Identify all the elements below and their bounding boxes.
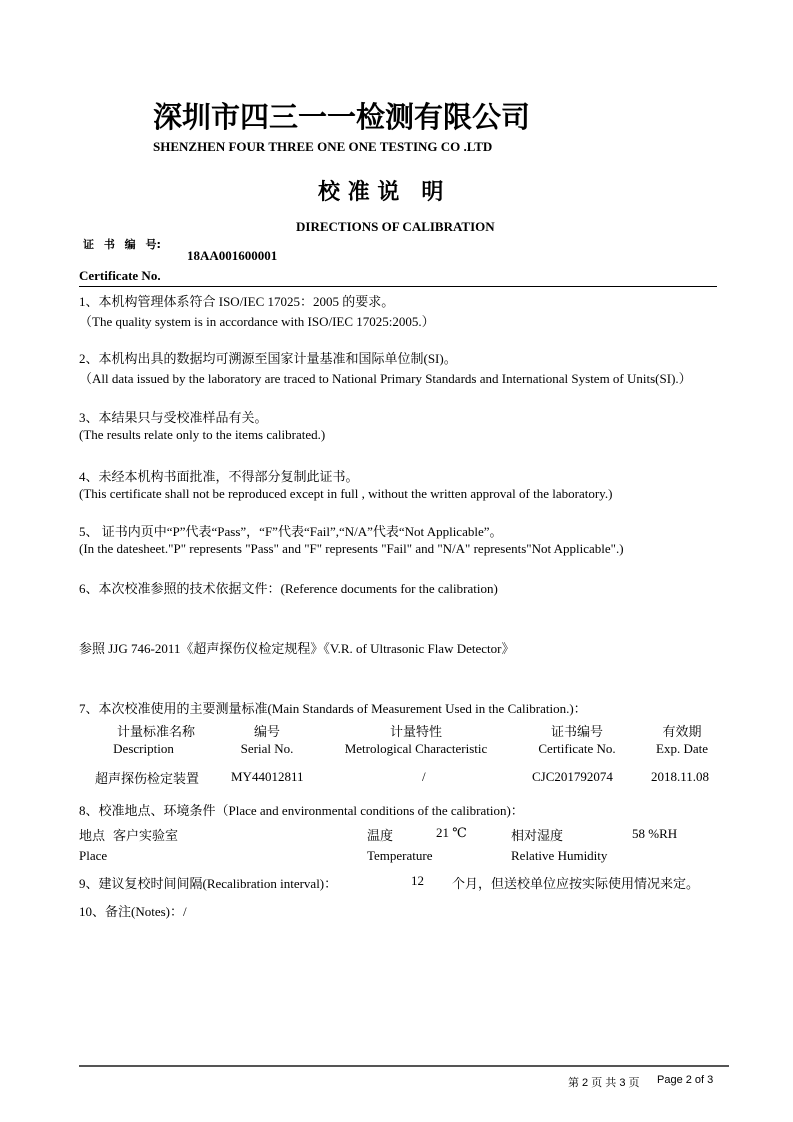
certificate-label-cn: 证 书 编 号: [83,238,161,251]
recalibration-interval-suffix: 个月，但送校单位应按实际使用情况来定。 [452,876,700,891]
place-label-en: Place [79,848,108,863]
item-7-heading: 7、本次校准使用的主要测量标准(Main Standards of Measurement Used in the Calibration.)： [79,701,587,716]
item-2-cn: 2、本机构出具的数据均可溯源至国家计量基准和国际单位制(SI)。 [79,351,457,366]
item-3-cn: 3、本结果只与受校准样品有关。 [79,410,268,425]
col-characteristic-cn: 计量特性 [389,724,442,739]
item-1-en: （The quality system is in accordance with ISO/IEC 17025:2005.） [79,314,435,329]
temperature-label-cn: 温度 [367,828,394,843]
document-title-en: DIRECTIONS OF CALIBRATION [296,219,495,234]
item-10-notes: 10、备注(Notes)：/ [79,904,187,919]
item-9-label: 9、建议复校时间间隔(Recalibration interval)： [79,876,338,891]
col-expdate-en: Exp. Date [656,741,708,756]
page-number-cn: 第 2 页 共 3 页 [568,1077,640,1089]
item-5-en: (In the datesheet."P" represents "Pass" and "F" represents "Fail" and "N/A" represents"Not Applicable".) [79,541,624,556]
col-characteristic-en: Metrological Characteristic [344,741,488,756]
item-5-cn: 5、 证书内页中“P”代表“Pass”，“F”代表“Fail”,“N/A”代表“Not Applicable”。 [79,524,503,539]
recalibration-interval-value: 12 [411,873,424,888]
col-serial-en: Serial No. [240,741,294,756]
company-name-cn: 深圳市四三一一检测有限公司 [153,100,531,134]
item-3-en: (The results relate only to the items calibrated.) [79,427,326,442]
temperature-label-en: Temperature [367,848,433,863]
certificate-number: 18AA001600001 [187,248,278,263]
row-description: 超声探伤检定装置 [95,771,200,786]
item-2-en: （All data issued by the laboratory are traced to National Primary Standards and International System of Units(SI).） [79,371,692,386]
row-certificate: CJC201792074 [532,769,613,784]
item-6-heading: 6、本次校准参照的技术依据文件：(Reference documents for the calibration) [79,581,498,596]
item-1-cn: 1、本机构管理体系符合 ISO/IEC 17025：2005 的要求。 [79,294,395,309]
humidity-label-en: Relative Humidity [511,848,608,863]
footer-divider [79,1065,729,1067]
col-description-cn: 计量标准名称 [116,724,195,739]
row-serial: MY44012811 [231,769,304,784]
row-characteristic: / [422,769,426,784]
header-divider [79,286,717,287]
col-expdate-cn: 有效期 [662,724,702,739]
col-description-en: Description [113,741,174,756]
item-4-en: (This certificate shall not be reproduced except in full , without the written approval of the laboratory.) [79,486,613,501]
certificate-label-en: Certificate No. [79,268,161,283]
temperature-value: 21 ℃ [436,825,467,840]
row-expdate: 2018.11.08 [651,769,710,784]
item-4-cn: 4、未经本机构书面批准，不得部分复制此证书。 [79,469,359,484]
col-certificate-cn: 证书编号 [550,724,603,739]
company-name-en: SHENZHEN FOUR THREE ONE ONE TESTING CO .LTD [153,139,493,154]
humidity-value: 58 %RH [632,826,678,841]
page-number-en: Page 2 of 3 [657,1074,714,1086]
item-6-reference: 参照 JJG 746-2011《超声探伤仪检定规程》《V.R. of Ultrasonic Flaw Detector》 [79,641,515,656]
humidity-label-cn: 相对湿度 [511,828,564,843]
col-certificate-en: Certificate No. [538,741,616,756]
col-serial-cn: 编号 [253,724,280,739]
item-8-heading: 8、校准地点、环境条件（Place and environmental conditions of the calibration)： [79,803,524,818]
place-value: 客户实验室 [113,828,179,843]
document-title-cn: 校 准 说 明 [318,180,444,205]
place-label-cn: 地点 [79,828,106,843]
